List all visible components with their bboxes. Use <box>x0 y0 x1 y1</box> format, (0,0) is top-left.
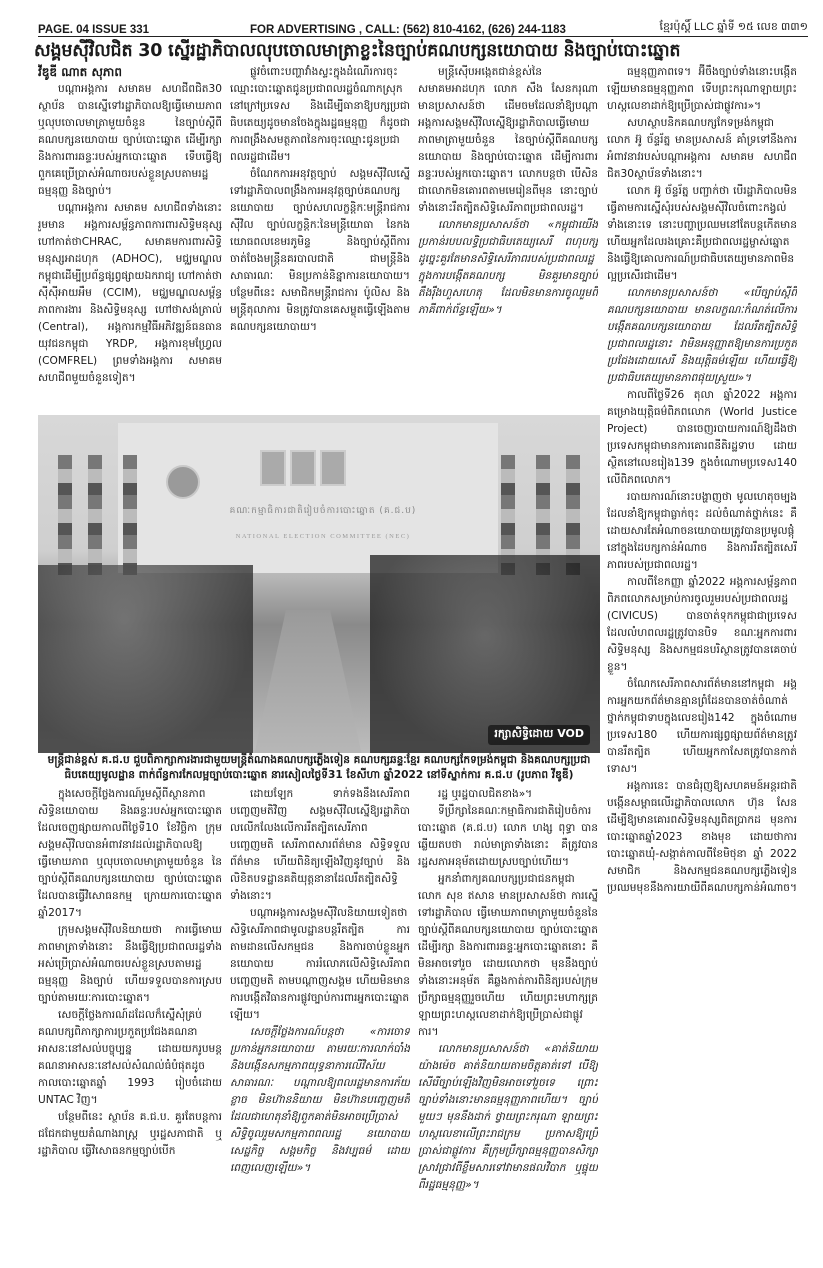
article-paragraph: សហស្ថាបនិកគណបក្សកែទម្រង់កម្ពុជា លោក អ៊ូ ច័ន្ទរ័ត្ន មានប្រសាសន៍ គាំទ្រទៅនឹងការអំពាវនាវរបស់បណ្តាអង្គការ សមាគម សហជីព ជិត30ស្ថាប័នទាំងនោះ។ <box>607 117 797 180</box>
flag-icon <box>58 455 72 575</box>
article-paragraph: បណ្តាអង្គការ សមាគម សហជីពទាំងនោះរួមមាន អង្គការសម្ព័ន្ធភាពការពារសិទ្ធិមនុស្ស ហៅកាត់ថាCHRAC, សមាគមការពារសិទ្ធិមនុស្សអាដហុក (ADHOC), មជ្ឈមណ្ឌលកម្ពុជាដើម្បីប្រព័ន្ធផ្សព្វផ្សាយឯករាជ្យ ហៅកាត់ថា ស៊ីស៊ីអាយអឹម (CCIM), មជ្ឈមណ្ឌលសម្ព័ន្ធភាពការងារ និងសិទ្ធិមនុស្ស ហៅថាសង់ត្រាល់ (Central), អង្គការកម្មវិធីអភិវឌ្ឍន៍ធនធានយុវជនកម្ពុជា YRDP, អង្គការខុមហ្វ្រែល (COMFREL) ព្រមទាំងអង្គការ សមាគម សហជីពមួយចំនួនទៀត។ <box>38 202 222 384</box>
flag-icon <box>123 455 137 575</box>
article-paragraph: ក្រុមសង្គមស៊ីវិលនិយាយថា ការធ្វើមោឃភាពមាត្រាទាំងនោះ នឹងធ្វើឱ្យប្រជាពលរដ្ឋទាំងអស់ប្រើប្រាស់អំណាចរបស់ខ្លួនស្របតាមរដ្ឋធម្មនុញ្ញ និងច្បាប់ ហើយទទួលបានការស្របច្បាប់តាមរយៈការបោះឆ្នោត។ <box>38 924 222 1004</box>
column-4 <box>607 64 797 1214</box>
page-issue-number: PAGE. 04 ISSUE 331 <box>38 24 150 36</box>
column-3b-paragraphs <box>418 786 598 1194</box>
article-paragraph: ចំណែកការអនុវត្តច្បាប់ សង្គមស៊ីវិលស្នើទៅរដ្ឋាភិបាលពង្រឹងការអនុវត្តច្បាប់គណបក្សនយោបាយ ច្បាប់សហលក្ខន្តិកៈមន្ត្រីរាជការស៊ីវិល ច្បាប់លក្ខន្តិកៈនៃមន្ត្រីយោធា នៃកងយោធពលខេមរភូមិន្ទ និងច្បាប់ស្តីពីការចាត់ចែងមន្ត្រីនគរបាលជាតិ ជាមន្ត្រីនិងសាធារណៈ មិនប្រកាន់និន្នាការនយោបាយ។ បន្ថែមពីនេះ សមាជិកមន្ត្រីរាជការ ប៉ូលិស និងមន្ត្រីតុលាការ មិនត្រូវបានគេសម្លុតធ្វើឡើងតាមគណបក្សនយោបាយ។ <box>230 168 410 333</box>
column-1-paragraphs <box>38 81 222 387</box>
article-paragraph: ក្នុងសេចក្តីថ្លែងការណ៍រួមស្តីពីស្ថានភាពសិទ្ធិនយោបាយ និងឆន្ទៈរបស់អ្នកបោះឆ្នោតដែលចេញផ្សាយកាលពីថ្ងៃទី10 ខែវិច្ឆិកា ក្រុមសង្គមស៊ីវិលបានអំពាវនាវដល់រដ្ឋាភិបាលឱ្យធ្វើមោឃភាព ឬលុបចោលមាត្រាមួយចំនួន នៃច្បាប់ស្តីពីគណបក្សនយោបាយ ច្បាប់បោះឆ្នោត ដែលបានធ្វើវិសោធនកម្ម ក្រោយការបោះឆ្នោតឆ្នាំ2017។ <box>38 788 222 919</box>
article-paragraph: លោកមានប្រសាសន៍ថា «បើច្បាប់ស្តីពីគណបក្សនយោបាយ មានលក្ខណៈកំណត់លើការបង្កើតគណបក្សនយោបាយ ដែលរឹតត្បិតសិទ្ធិប្រជាពលរដ្ឋនោះ វាមិនអនុញ្ញាតឱ្យមានការប្រកួតប្រជែងដោយសេរី និងយុត្តិធម៌ឡើយ ហើយធ្វើឱ្យប្រជាធិបតេយ្យមានភាពផុយស្រួយ»។ <box>607 287 797 384</box>
article-paragraph: បណ្តាអង្គការ សមាគម សហជីពជិត30 ស្ថាប័ន បានស្នើទៅរដ្ឋាភិបាលឱ្យធ្វើមោឃភាព ឬលុបចោលមាត្រាមួយចំនួន នៃច្បាប់ស្តីពីគណបក្សនយោបាយ ច្បាប់បោះឆ្នោត ដើម្បីរក្សា និងការពារឆន្ទៈរបស់អ្នកបោះឆ្នោត ទើបធ្វើឱ្យពួកគេប្រើប្រាស់អំណាចរបស់ខ្លួនស្របតាមរដ្ឋធម្មនុញ្ញ និងច្បាប់។ <box>38 83 222 197</box>
photo-wall <box>118 423 498 573</box>
nec-sign-english: NATIONAL ELECTION COMMITTEE (NEC) <box>235 533 411 540</box>
portrait-icon <box>320 450 346 486</box>
column-4-paragraphs <box>607 64 797 897</box>
nec-emblem-icon <box>166 465 200 499</box>
column-2-bottom <box>230 786 410 1216</box>
article-paragraph: ផ្លូវចំពោះបញ្ហាវាំងស្ទះក្នុងដំណើរការចុះឈ្មោះបោះឆ្នោតជូនប្រជាពលរដ្ឋចំណាកស្រុកនៅក្រៅប្រទេស និងដើម្បីធានាឱ្យបក្សប្រជាធិបតេយ្យដូចមានចែងក្នុងរដ្ឋធម្មនុញ្ញ ក៏ដូចជាការពង្រឹងសមត្ថភាពនៃការចុះឈ្មោះជូនប្រជាពលរដ្ឋជាដើម។ <box>230 66 410 163</box>
column-2-paragraphs <box>230 64 410 336</box>
article-paragraph: អ្នកនាំពាក្យគណបក្សប្រជាជនកម្ពុជា លោក សុខ ឥសាន មានប្រសាសន៍ថា ការស្នើទៅរដ្ឋាភិបាល ធ្វើមោឃភាពមាត្រាមួយចំនួននៃច្បាប់ស្តីពីគណបក្សនយោបាយ ច្បាប់បោះឆ្នោត ដើម្បីរក្សា និងការពារឆន្ទៈអ្នកបោះឆ្នោតនោះ គឺមិនអាចទៅរួច ដោយលោកថា មុននឹងច្បាប់ទាំងនោះអនុម័ត គឺឆ្លងកាត់ការពិនិត្យរបស់ក្រុមប្រឹក្សាធម្មនុញ្ញរួចហើយ ហើយព្រះមហាក្សត្រឡាយព្រះហស្តលេខាដាក់ឱ្យប្រើប្រាស់ជាផ្លូវការ។ <box>418 873 598 1038</box>
masthead <box>38 18 808 37</box>
column-2-top <box>230 64 410 410</box>
advertising-contact: FOR ADVERTISING , CALL: (562) 810-4162, (626) 244-1183 <box>250 24 566 36</box>
portrait-icon <box>260 450 286 486</box>
article-paragraph: បន្ថែមពីនេះ ស្ថាប័ន គ.ជ.ប. គួរតែបន្តការជជែកជាមួយតំណាងរាស្ត្រ ឬរដ្ឋសភាជាតិ ឬរដ្ឋាភិបាល ធ្វើវិសោធនកម្មច្បាប់បើក <box>38 1111 222 1157</box>
column-3-paragraphs <box>418 64 598 319</box>
article-paragraph: ចំណែកសេរីភាពសារព័ត៌មាននៅកម្ពុជា អង្គការអ្នកយកព័ត៌មានគ្មានព្រំដែនបានចាត់ចំណាត់ថ្នាក់កម្ពុជាទាបក្នុងលេខរៀង142 ក្នុងចំណោមប្រទេស180 ហើយការផ្សព្វផ្សាយព័ត៌មានត្រូវបានរឹតត្បិត ហើយអ្នកកាសែតត្រូវបានកាត់ទោស។ <box>607 678 797 775</box>
article-paragraph: រដ្ឋ ឬរដ្ឋបាលជិតខាង»។ <box>438 788 533 800</box>
article-paragraph: លោក អ៊ូ ច័ន្ទរ័ត្ន បញ្ជាក់ថា បើរដ្ឋាភិបាលមិនធ្វើតាមការស្នើសុំរបស់សង្គមស៊ីវិលចំពោះកង្វល់ទាំងនោះទេ នោះបញ្ហាប្រឈមនៅតែបន្តកើតមាន ហើយអ្នកដែលរងគ្រោះគឺប្រជាពលរដ្ឋម្ចាស់ឆ្នោត និងធ្វើឱ្យគោលការណ៍ប្រជាធិបតេយ្យមានភាពមិនល្អប្រសើរជាដើម។ <box>607 185 797 282</box>
article-paragraph: របាយការណ៍នោះបង្ហាញថា មូលហេតុចម្បងដែលនាំឱ្យកម្ពុជាធ្លាក់ចុះ ដល់ចំណាត់ថ្នាក់នេះ គឺដោយសារតែអំណាចនយោបាយត្រូវបានប្រមូលផ្តុំនៅក្នុងដៃបក្សកាន់អំណាច និងការរឹតត្បិតសេរីភាពរបស់ប្រជាពលរដ្ឋ។ <box>607 491 797 571</box>
article-paragraph: បណ្តាអង្គការសង្គមស៊ីវិលនិយាយទៀតថា សិទ្ធិសេរីភាពជាមូលដ្ឋានបន្តរឹតត្បិត ការតាមដានលើសកម្មជន និងការចាប់ខ្លួនអ្នកនយោបាយ ការរំលោភលើសិទ្ធិសេរីភាពបញ្ចេញមតិ តាមបណ្តាញសង្គម ហើយមិនមានការបង្កើតវិធានការផ្លូវច្បាប់ការពារអ្នកបោះឆ្នោតឡើយ។ <box>230 907 410 1021</box>
nec-sign-khmer: គណៈកម្មាធិការជាតិរៀបចំការបោះឆ្នោត (គ.ជ.ប) <box>229 506 417 516</box>
article-paragraph: សេចក្តីថ្លែងការណ៍ដដែលក៏ស្នើសុំគ្រប់គណបក្សពិភាក្សាការប្រកួតប្រជែងគណនាអាសនៈនៅសល់បច្ចុប្បន្ន ដោយយករូបមន្តគណនាអាសនៈនៅសល់សំណល់ធំបំផុតដូចកាលបោះឆ្នោតឆ្នាំ 1993 រៀបចំដោយ UNTAC វិញ។ <box>38 1009 222 1106</box>
officials-left <box>38 565 253 753</box>
article-paragraph: លោកមានប្រសាសន៍ថា «កម្ពុជាយើងប្រកាន់របបលទ្ធិប្រជាធិបតេយ្យសេរី ពហុបក្ស ដូច្នេះគួរតែមានសិទ្ធិសេរីភាពរបស់ប្រជាពលរដ្ឋ ក្នុងការបង្កើតគណបក្ស មិនគួរមានច្បាប់តឹងរ៉ឹងហួសហេតុ ដែលមិនមានការចូលរួមពីភាគីពាក់ព័ន្ធឡើយ»។ <box>418 219 598 316</box>
column-3-bottom <box>418 786 598 1216</box>
column-1b-paragraphs <box>38 786 222 1160</box>
meeting-photo <box>38 415 600 753</box>
photo-credit: រក្សាសិទ្ធិដោយ VOD <box>488 725 590 745</box>
column-3-top <box>418 64 598 410</box>
article-paragraph: ដោយឡែក ទាក់ទងនឹងសេរីភាពបញ្ចេញមតិវិញ សង្គមស៊ីវិលស្នើឱ្យរដ្ឋាភិបាលលើកលែងលើការរឹតត្បិតសេរីភាពបញ្ចេញមតិ សេរីភាពសារព័ត៌មាន សិទ្ធិទទួលព័ត៌មាន ហើយពិនិត្យឡើងវិញនូវច្បាប់ និងលិខិតបទដ្ឋានគតិយុត្តនានាដែលរឹតត្បិតសិទ្ធិទាំងនោះ។ <box>230 788 410 902</box>
article-paragraph: សេចក្តីថ្លែងការណ៍បន្តថា «ការចោទប្រកាន់អ្នកនយោបាយ តាមរយៈការលាក់បាំង និងបង្កើនសកម្មភាពយុទ្ធនាការលើវិស័យសាធារណៈ បណ្តាលឱ្យពលរដ្ឋមានការភ័យខ្លាច មិនហ៊ាននិយាយ មិនហ៊ានបញ្ចេញមតិ ដែលជាហេតុនាំឱ្យពួកគាត់មិនអាចប្រើប្រាស់សិទ្ធិចូលរួមសកម្មភាពពលរដ្ឋ នយោបាយ សេដ្ឋកិច្ច សង្គមកិច្ច និងវប្បធម៌ ដោយពេញលេញឡើយ»។ <box>230 1026 410 1174</box>
conference-table <box>253 610 363 753</box>
article-paragraph: កាលពីខែកញ្ញា ឆ្នាំ2022 អង្គការសម្ព័ន្ធភាពពិភពលោកសម្រាប់ការចូលរួមរបស់ប្រជាពលរដ្ឋ (CIVICUS) បានចាត់ទុកកម្ពុជាជាប្រទេសដែលលំហពលរដ្ឋត្រូវបានបិទ ខណៈអ្នកការពារសិទ្ធិមនុស្ស និងសកម្មជនបរិស្ថានត្រូវបានគេចាប់ខ្លួន។ <box>607 576 797 673</box>
column-2b-paragraphs <box>230 786 410 1177</box>
article-paragraph: កាលពីថ្ងៃទី26 តុលា ឆ្នាំ2022 អង្គការគម្រោងយុត្តិធម៌ពិភពលោក (World Justice Project) បានចេញរបាយការណ៍ឱ្យដឹងថា ប្រទេសកម្ពុជាមានការគោរពនីតិរដ្ឋទាប ដោយស្ថិតនៅលេខរៀង139 ក្នុងចំណោមប្រទេស140 លើពិភពលោក។ <box>607 389 797 486</box>
column-1-top <box>38 64 222 410</box>
photo-caption: មន្ត្រីជាន់ខ្ពស់ គ.ជ.ប ជួបពិភាក្សាការងារជាមួយមន្ត្រីតំណាងគណបក្សភ្លើងទៀន គណបក្សឆន្ទៈខ្មែរ គណបក្សកែទម្រង់កម្ពុជា និងគណបក្សប្រជាធិបតេយ្យមូលដ្ឋាន ពាក់ព័ន្ធការកែលម្អច្បាប់បោះឆ្នោត នារសៀលថ្ងៃទី31 ខែសីហា ឆ្នាំ2022 នៅទីស្នាក់ការ គ.ជ.ប (រូបភាព វីឌូឌី) <box>47 754 591 781</box>
article-paragraph: ទីប្រឹក្សានៃគណៈកម្មាធិការជាតិរៀបចំការបោះឆ្នោត (គ.ជ.ប) លោក ហង្ស ពុទ្ធា បានឆ្លើយតបថា រាល់មាត្រាទាំងនោះ គឺត្រូវបានរដ្ឋសភាអនុម័តដោយស្របច្បាប់ហើយ។ <box>418 805 598 868</box>
officials-right <box>370 555 600 753</box>
article-paragraph: អង្គការនេះ បានជំរុញឱ្យសហគមន៍អន្តរជាតិបង្កើនសម្ពាធលើរដ្ឋាភិបាលលោក ហ៊ុន សែន ដើម្បីឱ្យមានគោរពសិទ្ធិមនុស្សពិតប្រាកដ មុនការបោះឆ្នោតឆ្នាំ2023 ខាងមុខ ដោយថាការបោះឆ្នោតឃុំ-សង្កាត់កាលពីខែមិថុនា ឆ្នាំ 2022 សមាជិក និងសកម្មជនគណបក្សភ្លើងទៀន ប្រឈមមុខនឹងការយាយីពីគណបក្សកាន់អំណាច។ <box>607 780 797 894</box>
byline: វីឌូឌី ណាត សុភាព <box>38 65 122 79</box>
portrait-icon <box>290 450 316 486</box>
flag-icon <box>88 455 102 575</box>
article-paragraph: ធម្មនុញ្ញភាពទេ។ អ៊ីចឹងច្បាប់ទាំងនោះបង្កើតឡើយមានធម្មនុញ្ញភាព ទើបព្រះករុណាឡាយព្រះហស្តលេខាដាក់ឱ្យប្រើប្រាស់ជាផ្លូវការ»។ <box>607 66 797 112</box>
article-paragraph: លោកមានប្រសាសន៍ថា «គាត់និយាយយ៉ាងម៉េច គាត់និយាយតាមចិត្តគាត់ទៅ បើឱ្យសើរើច្បាប់ឡើងវិញមិនអាចទៅរួចទេ ព្រោះច្បាប់ទាំងនោះមានធម្មនុញ្ញភាពហើយ។ ច្បាប់មួយៗ មុននឹងដាក់ ថ្វាយព្រះករុណា ឡាយព្រះហស្តលេខាលើព្រះរាជក្រម ប្រកាសឱ្យប្រើប្រាស់ជាផ្លូវការ គឺក្រុមប្រឹក្សាធម្មនុញ្ញបានសិក្សាស្រាវជ្រាវពីខ្លឹមសារទៅវាមានផលវិបាក ឬផ្ទុយពីរដ្ឋធម្មនុញ្ញ»។ <box>418 1043 598 1191</box>
publication-brand: ខ្មែរប៉ុស្តិ៍ LLC ឆ្នាំទី ១៥ លេខ ៣៣១ <box>659 21 808 33</box>
article-headline: សង្គមស៊ីវិលជិត 30 ស្នើរដ្ឋាភិបាលលុបចោលមាត្រាខ្លះនៃច្បាប់គណបក្សនយោបាយ និងច្បាប់បោះឆ្នោត <box>34 41 681 61</box>
article-paragraph: មន្ត្រីស៊ើបអង្កេតជាន់ខ្ពស់នៃសមាគមអាដហុក លោក សឹង សែនករុណា មានប្រសាសន៍ថា ដើមចមដែលនាំឱ្យបណ្តាអង្គការសង្គមស៊ីវិលស្នើឱ្យរដ្ឋាភិបាលធ្វើមោឃភាពមាត្រាមួយចំនួន នៃច្បាប់ស្តីពីគណបក្សនយោបាយ និងច្បាប់បោះឆ្នោត ដើម្បីការពារឆន្ទៈរបស់អ្នកបោះឆ្នោត។ លោកបន្តថា បើសិនជាលោកមិនគោរពតាមមេរៀនពីមុន នោះច្បាប់ទាំងនោះរឹតត្បិតសិទ្ធិសេរីភាពប្រជាពលរដ្ឋ។ <box>418 66 598 214</box>
column-1-bottom <box>38 786 222 1216</box>
